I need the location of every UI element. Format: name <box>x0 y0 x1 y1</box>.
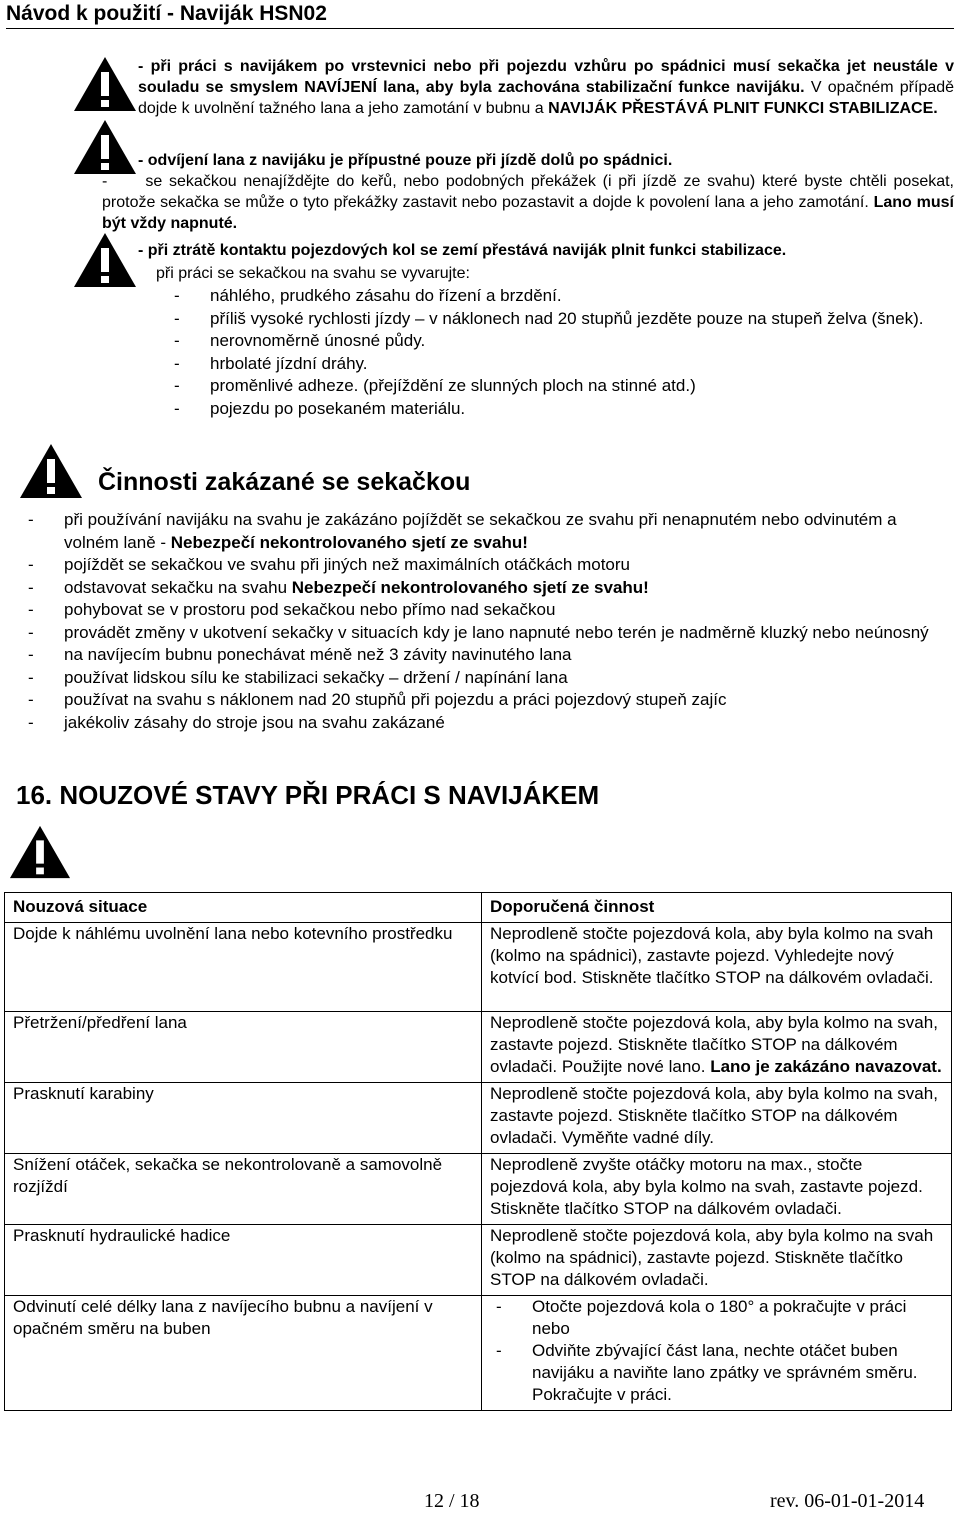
action-cell: Neprodleně stočte pojezdová kola, aby byla kolmo na svah (kolmo na spádnici), zastavte pojezd. Stiskněte tlačítko STOP na dálkovém ovladači. <box>482 1225 952 1296</box>
table-row <box>5 1225 952 1296</box>
list-item: - hrbolaté jízdní dráhy. <box>174 353 368 373</box>
table-row <box>5 923 952 1012</box>
list-item: - používat na svahu s náklonem nad 20 stupňů při pojezdu a práci pojezdový stupeň zajíc <box>28 690 727 709</box>
header-divider <box>6 28 954 29</box>
list-item: - nerovnoměrně únosné půdy. <box>174 331 426 350</box>
list-item: - proměnlivé adheze. (přejíždění ze slunných ploch na stinné atd.) <box>174 376 696 395</box>
action-cell: Neprodleně stočte pojezdová kola, aby byla kolmo na svah (kolmo na spádnici), zastavte pojezd. Vyhledejte nový kotvící bod. Stiskněte tlačítko STOP na dálkovém ovladači. <box>482 923 952 1012</box>
warning-paragraph-2: - odvíjení lana z navijáku je přípustné pouze při jízdě dolů po spádnici. <box>138 152 673 169</box>
column-header-action: Doporučená činnost <box>482 893 952 923</box>
list-item: - Otočte pojezdová kola o 180° a pokračujte v práci nebo <box>496 1297 907 1338</box>
situation-cell: Prasknutí karabiny <box>5 1083 482 1154</box>
warning-text: V opačném případě dojde k uvolnění tažného lana a jeho zamotání v bubnu a <box>138 79 955 117</box>
header-title: Návod k použití - Naviják HSN02 <box>6 2 327 25</box>
warning-paragraph-4: - při ztrátě kontaktu pojezdových kol se zemí přestává naviják plnit funkci stabilizace. <box>138 242 787 259</box>
list-item: - příliš vysoké rychlosti jízdy – v náklonech nad 20 stupňů jezděte pouze na stupeň želva (šnek). <box>174 308 924 328</box>
list-item: - pojíždět se sekačkou ve svahu při jiných než maximálních otáčkách motoru <box>28 555 630 574</box>
warning-triangle-icon <box>8 822 72 882</box>
emergency-table <box>4 892 952 1411</box>
warning-paragraph-1 <box>138 56 954 119</box>
warning-paragraph-5: při práci se sekačkou na svahu se vyvarujte: <box>156 265 470 282</box>
warning-triangle-icon <box>72 230 138 290</box>
action-cell <box>482 1296 952 1411</box>
action-cell: Neprodleně zvyšte otáčky motoru na max., stočte pojezdová kola, aby byla kolmo na svah, zastavte pojezd. Stiskněte tlačítko STOP na dálkovém ovladači. <box>482 1154 952 1225</box>
list-item: - při používání navijáku na svahu je zakázáno pojíždět se sekačkou ze svahu při nenapnutém nebo odvinutém a volném laně - Nebezpečí nekontrolovaného sjetí ze svahu! <box>28 510 897 552</box>
table-header-row <box>5 893 952 923</box>
table-row <box>5 1012 952 1083</box>
situation-cell: Přetržení/předření lana <box>5 1012 482 1083</box>
list-item: - jakékoliv zásahy do stroje jsou na svahu zakázané <box>28 712 445 732</box>
table-row <box>5 1296 952 1411</box>
page-header <box>0 0 960 30</box>
warning-triangle-icon <box>72 118 138 176</box>
section-title: 16. NOUZOVÉ STAVY PŘI PRÁCI S NAVIJÁKEM <box>16 780 600 810</box>
action-cell: Neprodleně stočte pojezdová kola, aby byla kolmo na svah, zastavte pojezd. Stiskněte tlačítko STOP na dálkovém ovladači. Vyměňte vadné díly. <box>482 1083 952 1154</box>
situation-cell: Odvinutí celé délky lana z navíjecího bubnu a navíjení v opačném směru na buben <box>5 1296 482 1411</box>
page-number: 12 / 18 <box>424 1490 480 1512</box>
situation-cell: Prasknutí hydraulické hadice <box>5 1225 482 1296</box>
warning-triangle-icon <box>18 442 84 500</box>
list-item: - používat lidskou sílu ke stabilizaci sekačky – držení / napínání lana <box>28 667 568 687</box>
dash: - <box>102 173 108 190</box>
action-cell: Neprodleně stočte pojezdová kola, aby byla kolmo na svah, zastavte pojezd. Stiskněte tlačítko STOP na dálkovém ovladači. Použijte nové lano. Lano je zakázáno navazovat. <box>482 1012 952 1083</box>
warning-paragraph-3 <box>102 171 954 234</box>
list-item: - Odviňte zbývající část lana, nechte otáčet buben navijáku a naviňte lano zpátky ve správném směru. Pokračujte v práci. <box>496 1341 918 1404</box>
list-item: - pojezdu po posekaném materiálu. <box>174 398 466 418</box>
list-item: - provádět změny v ukotvení sekačky v situacích kdy je lano napnuté nebo terén je nadměrně kluzký nebo neúnosný <box>28 622 929 642</box>
list-item: - na navíjecím bubnu ponechávat méně než 3 závity navinutého lana <box>28 645 572 664</box>
list-item: - odstavovat sekačku na svahu Nebezpečí nekontrolovaného sjetí ze svahu! <box>28 577 649 597</box>
warning-triangle-icon <box>72 55 138 113</box>
situation-cell: Snížení otáček, sekačka se nekontrolovaně a samovolně rozjíždí <box>5 1154 482 1225</box>
forbidden-title: Činnosti zakázané se sekačkou <box>98 468 471 496</box>
warning-text-bold-end: NAVIJÁK PŘESTÁVÁ PLNIT FUNKCI STABILIZACE. <box>548 100 938 117</box>
avoid-list <box>174 285 934 420</box>
table-row <box>5 1083 952 1154</box>
situation-cell: Dojde k náhlému uvolnění lana nebo kotevního prostředku <box>5 923 482 1012</box>
list-item: - náhlého, prudkého zásahu do řízení a brzdění. <box>174 286 562 305</box>
revision: rev. 06-01-01-2014 <box>770 1490 925 1512</box>
forbidden-list <box>28 509 940 734</box>
warning-text-bold: Lano musí být vždy napnuté. <box>102 194 954 232</box>
table-row <box>5 1154 952 1225</box>
warning-text-bold: - při práci s navijákem po vrstevnici nebo při pojezdu vzhůru po spádnici musí sekačka jet neustále v souladu se smyslem NAVÍJENÍ lana, aby byla zachována stabilizační funkce navijáku. <box>138 58 954 96</box>
list-item: - pohybovat se v prostoru pod sekačkou nebo přímo nad sekačkou <box>28 600 556 619</box>
column-header-situation: Nouzová situace <box>5 893 482 923</box>
warning-text: se sekačkou nenajíždějte do keřů, nebo podobných překážek (i při jízdě ze svahu) které byste chtěli posekat, protože sekačka se může o tyto překážky zastavit nebo pozastavit a dojde k povolení lana a jeho zamotání. <box>102 173 954 211</box>
